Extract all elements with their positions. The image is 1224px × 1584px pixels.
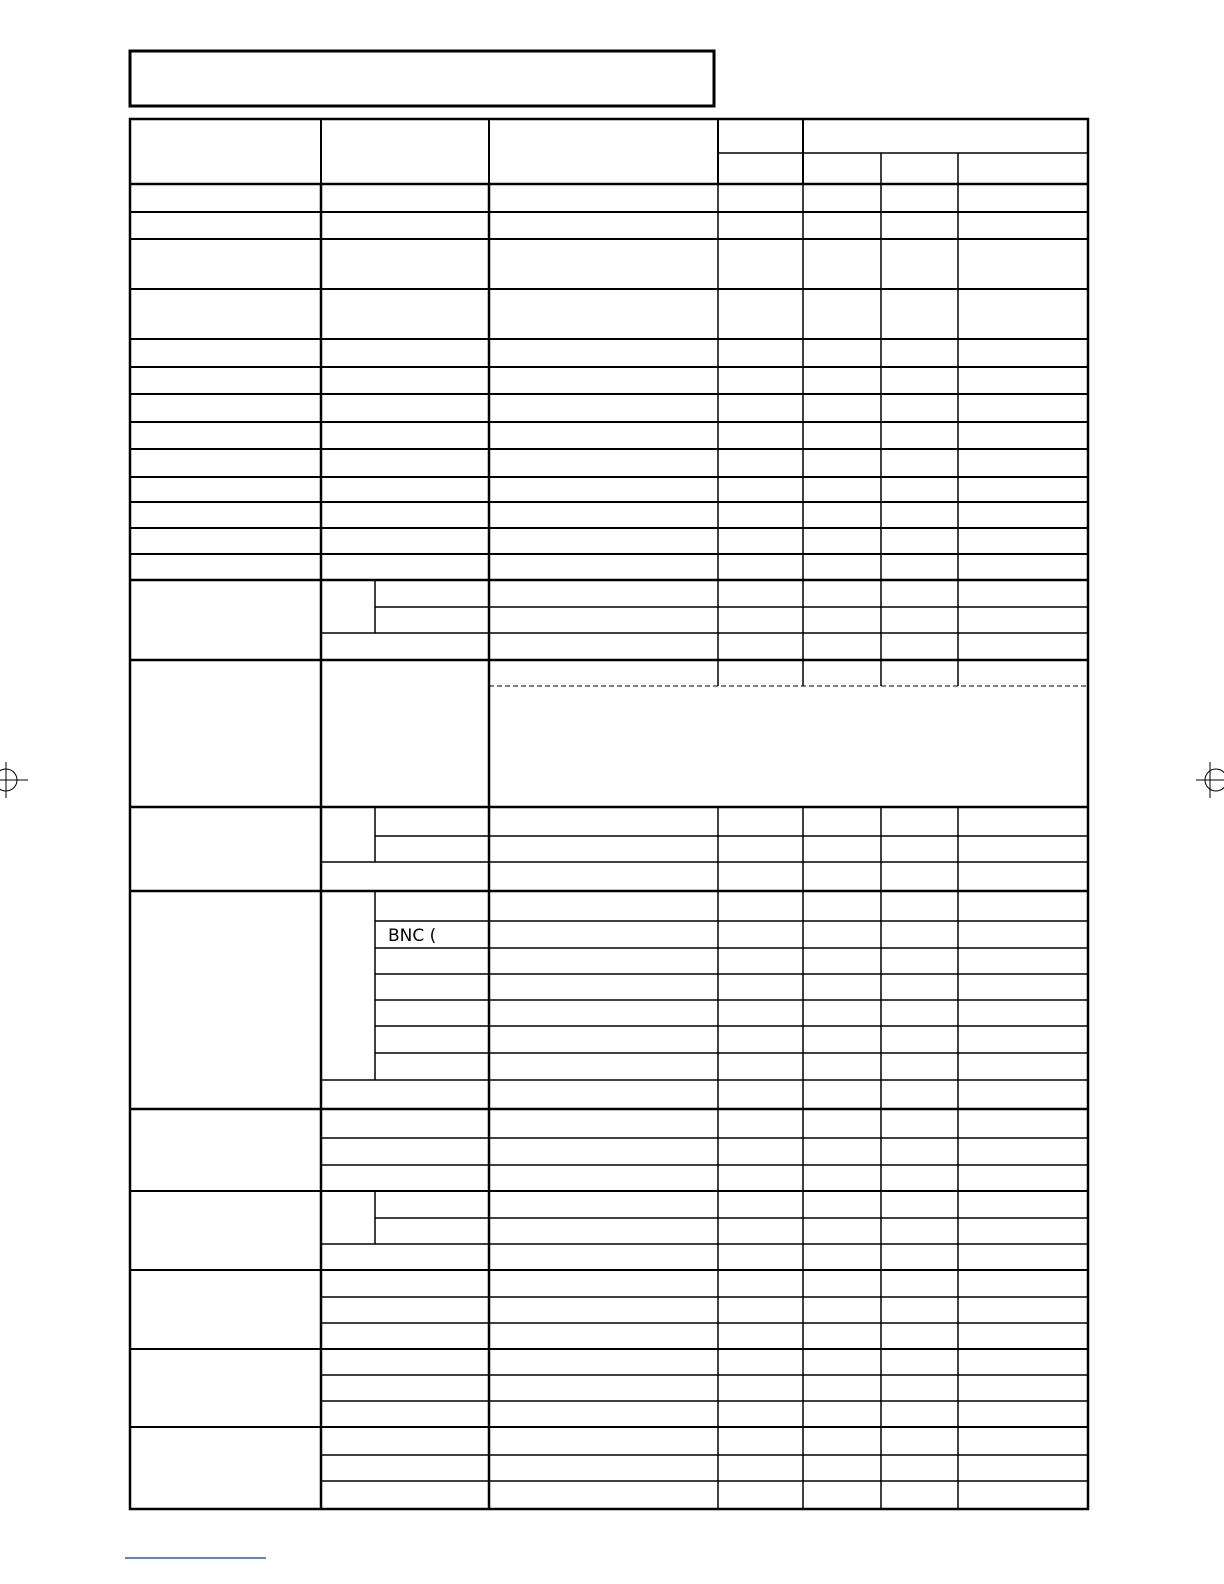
right-registration-mark-icon [1196, 762, 1224, 798]
title-box [130, 51, 714, 106]
spec-table [130, 119, 1088, 1509]
left-registration-mark-icon [0, 762, 28, 798]
bnc-connector-label: BNC ( [388, 926, 437, 946]
table-border [130, 119, 1088, 1509]
